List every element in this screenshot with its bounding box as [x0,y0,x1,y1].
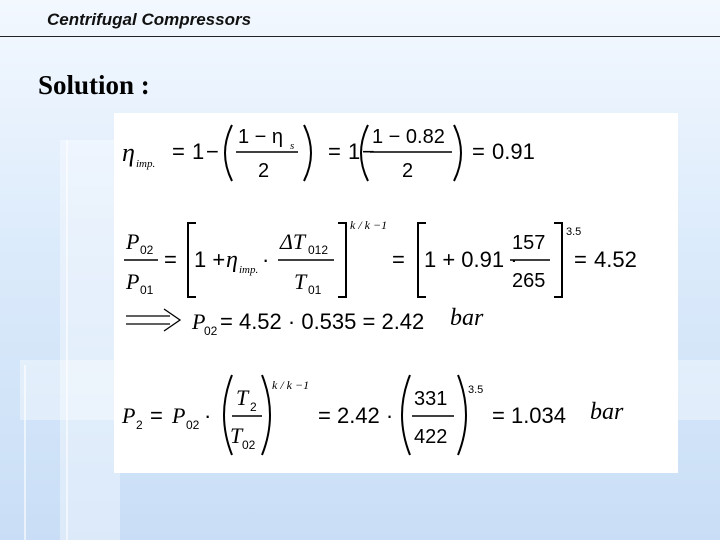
result-value: 0.91 [492,139,535,164]
t2-symbol: T [236,385,249,410]
t2-subscript: 2 [250,400,257,414]
p02-subscript: 02 [204,324,218,338]
right-bracket [338,223,346,297]
equals-sign: = [172,139,185,164]
fraction-denominator: 422 [414,426,448,448]
left-paren [402,375,410,455]
dot-operator: · [204,403,212,428]
fraction-numerator: 1 − η [238,126,284,148]
fraction-numerator: 331 [414,388,448,410]
equals-sign: = [328,139,341,164]
t01-subscript: 01 [308,283,322,297]
implies-arrow-icon [126,309,180,331]
minus-sign: − [362,139,375,164]
t01-symbol: T [294,269,307,294]
equation-panel [114,113,678,473]
equals-sign: = [574,247,587,272]
equation-p2-result [121,375,624,455]
header-title: Centrifugal Compressors [47,10,252,29]
one-plus: 1 + [194,247,226,272]
eta-subscript: imp. [239,264,259,276]
delta-t-subscript: 012 [308,243,329,257]
exponent: k / k −1 [350,218,388,232]
equals-sign: = [392,247,405,272]
p2-symbol: P [122,403,136,428]
equals-sign: = [164,247,177,272]
p02-subscript: 02 [186,418,200,432]
equation-isentropic-efficiency [122,125,535,182]
numerator-subscript: s [290,140,295,152]
one: 1 [192,139,205,164]
one-plus-value: 1 + 0.91 · [424,247,518,272]
slide-heading: Solution : [38,70,150,100]
fraction-denominator: 2 [402,160,414,182]
p02-symbol: P [172,403,186,428]
p02-subscript: 02 [140,243,154,257]
background-line [24,365,26,540]
minus-sign: − [206,139,219,164]
p01-subscript: 01 [140,283,154,297]
equals-sign: = [472,139,485,164]
fraction-numerator: 157 [512,232,546,254]
header-divider [0,36,720,37]
eta-symbol: η [226,247,238,273]
exponent-value: 3.5 [566,226,582,238]
unit-bar: bar [590,399,624,425]
right-paren [454,125,461,181]
calculation-expression: = 4.52 · 0.535 = 2.42 [220,309,425,334]
p02-symbol: P [126,229,140,254]
unit-bar: bar [450,305,484,331]
right-paren [304,125,311,181]
result-value: 4.52 [594,247,637,272]
exponent-value: 3.5 [468,384,484,396]
mid-expression: = 2.42 · [318,403,394,428]
background-block [60,140,120,540]
equals-sign: = [150,403,163,428]
p2-subscript: 2 [136,418,143,432]
fraction-numerator: 1 − 0.82 [372,126,445,148]
right-bracket [554,223,562,297]
equation-pressure-ratio [124,218,637,297]
right-paren [458,375,466,455]
equation-p02-result [126,305,484,338]
fraction-denominator: 265 [512,270,546,292]
delta-t-symbol: ΔT [280,229,306,254]
p01-symbol: P [126,269,140,294]
p02-symbol: P [192,309,206,334]
fraction-denominator: 2 [258,160,270,182]
eta-subscript: imp. [136,158,156,170]
t02-symbol: T [230,423,243,448]
right-paren [262,375,270,455]
result-value: = 1.034 [492,403,567,428]
left-paren [225,125,232,181]
one: 1 [348,139,361,164]
t02-subscript: 02 [242,438,256,452]
equations-svg [114,113,678,473]
exponent: k / k −1 [272,378,310,392]
dot-operator: · [262,247,270,272]
eta-symbol: η [122,138,135,167]
background-line [66,140,68,540]
